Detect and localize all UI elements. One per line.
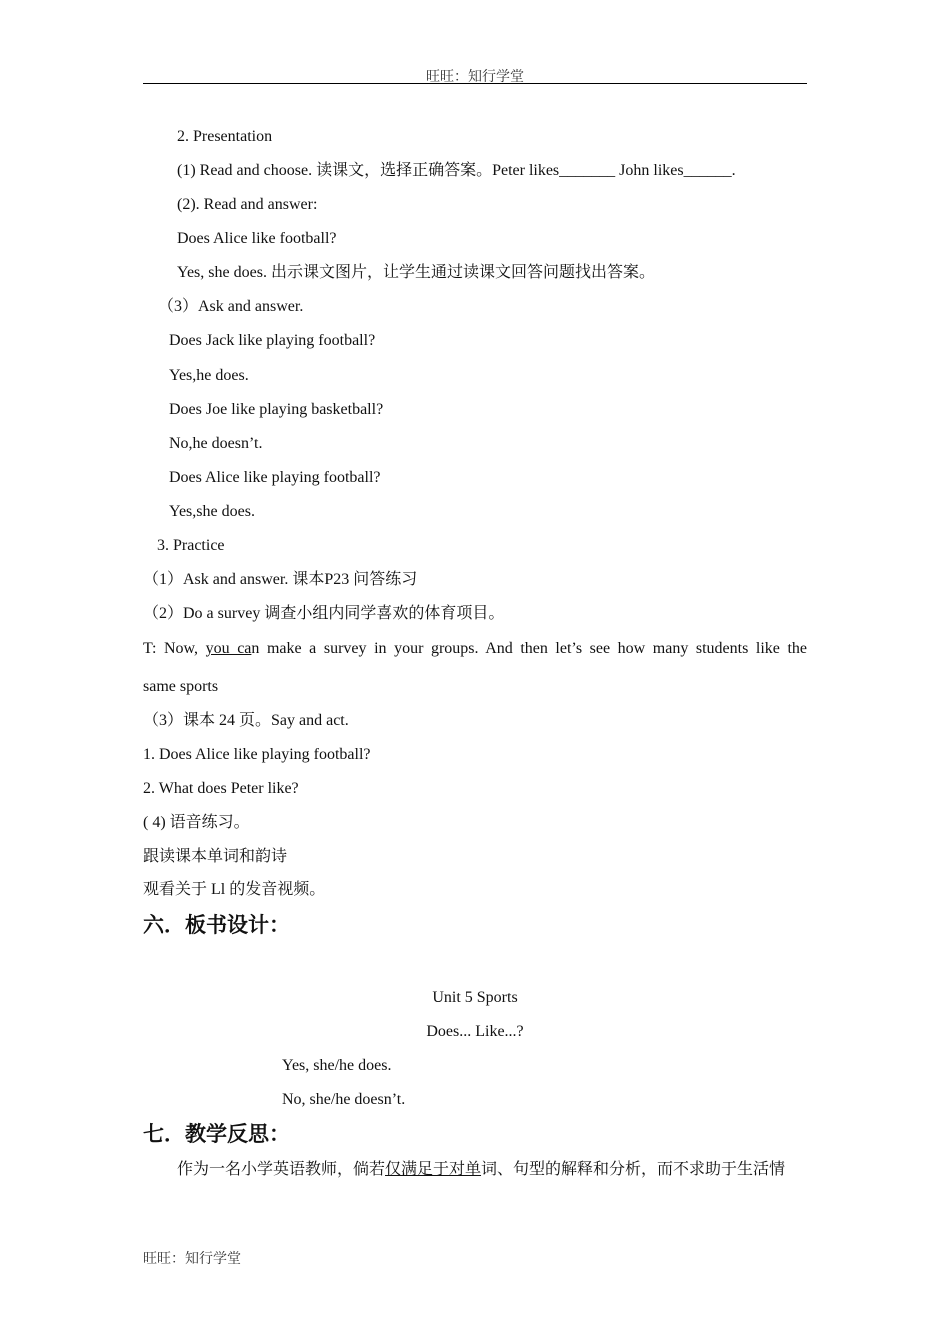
text-line: same sports — [143, 678, 219, 695]
text-line: Does Alice like football? — [177, 230, 337, 247]
text-line: No,he doesn’t. — [169, 435, 263, 452]
underlined-text: you ca — [205, 640, 252, 657]
text-line: Does Joe like playing basketball? — [169, 401, 384, 418]
text-line: Yes,he does. — [169, 367, 249, 384]
section-heading: 六．板书设计： — [143, 913, 290, 937]
text-span: 词、句型的解释和分析，而不求助于生活情 — [481, 1161, 786, 1178]
board-title: Unit 5 Sports — [432, 989, 518, 1006]
text-line: ( 4) 语音练习。 — [143, 814, 250, 831]
text-line: 观看关于 Ll 的发音视频。 — [143, 881, 326, 898]
text-line: 跟读课本单词和韵诗 — [143, 848, 288, 865]
section-heading: 七．教学反思： — [143, 1122, 290, 1146]
text-line: 2. Presentation — [177, 128, 273, 145]
text-line: 1. Does Alice like playing football? — [143, 746, 371, 763]
text-span: T: Now, — [143, 640, 206, 657]
text-line: 3. Practice — [157, 537, 225, 554]
text-line: (2). Read and answer: — [177, 196, 318, 213]
text-line: Yes,she does. — [169, 503, 255, 520]
text-line: Does Jack like playing football? — [169, 332, 376, 349]
text-line: （3）Ask and answer. — [158, 298, 304, 315]
board-answer-no: No, she/he doesn’t. — [282, 1091, 406, 1108]
text-line: Yes, she does. 出示课文图片，让学生通过读课文回答问题找出答案。 — [177, 264, 655, 281]
text-line: （1）Ask and answer. 课本P23 问答练习 — [143, 571, 418, 588]
text-line: 2. What does Peter like? — [143, 780, 299, 797]
survey-paragraph — [143, 639, 807, 659]
text-line: Does Alice like playing football? — [169, 469, 381, 486]
text-span: n make a survey in your groups. And then let’s see how many students like the — [251, 640, 808, 657]
text-line: (1) Read and choose. 读课文，选择正确答案。Peter likes_______ John likes______. — [177, 162, 736, 179]
header-rule — [143, 83, 807, 84]
page-footer: 旺旺：知行学堂 — [143, 1252, 241, 1267]
page-header: 旺旺：知行学堂 — [426, 70, 524, 85]
board-answer-yes: Yes, she/he does. — [282, 1057, 392, 1074]
reflection-paragraph — [177, 1160, 785, 1180]
text-span: 作为一名小学英语教师，倘若 — [177, 1161, 386, 1178]
underlined-text: 仅满足于对单 — [385, 1161, 482, 1178]
text-line: （2）Do a survey 调查小组内同学喜欢的体育项目。 — [143, 605, 505, 622]
board-question: Does... Like...? — [426, 1023, 524, 1040]
text-line: （3）课本 24 页。Say and act. — [143, 712, 349, 729]
